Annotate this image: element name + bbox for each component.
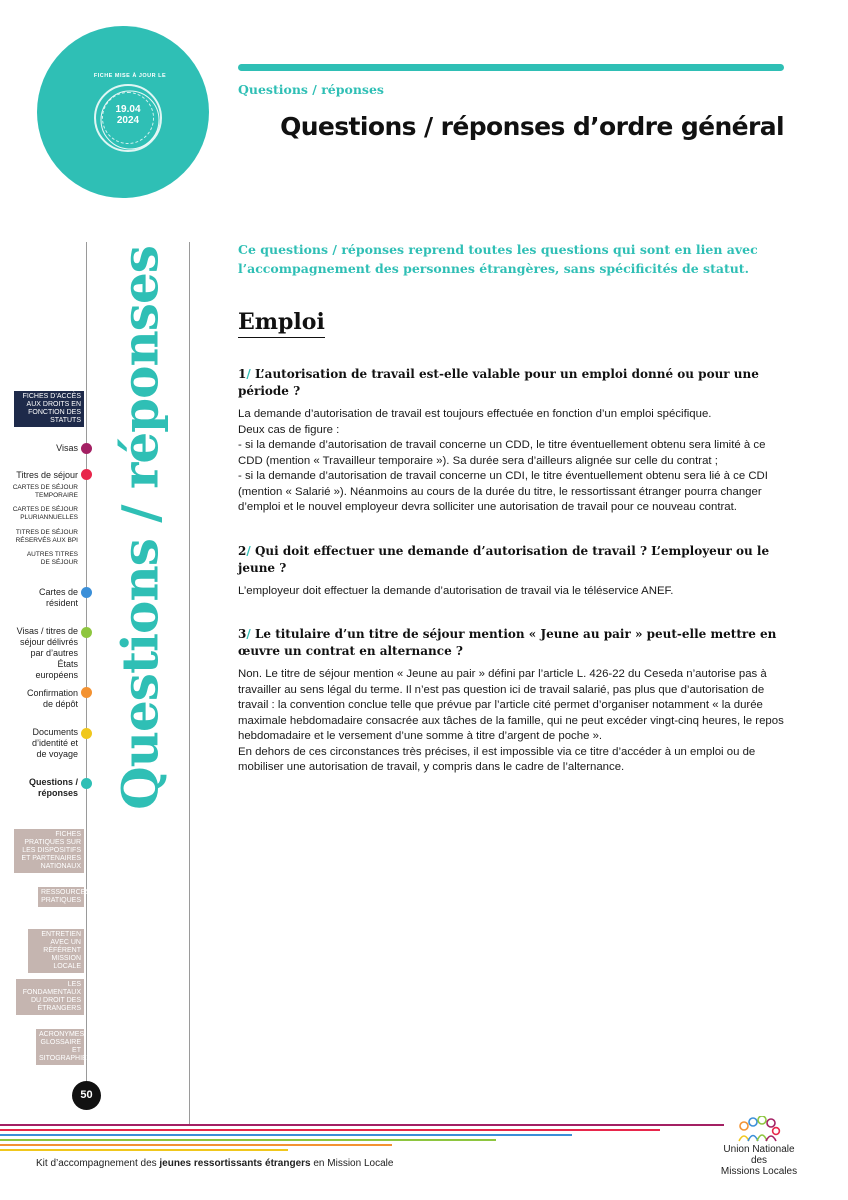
sidebar-item-questions-reponses[interactable]: Questions / réponses [28, 777, 78, 798]
unml-people-icon [736, 1116, 782, 1142]
answer-paragraph: - si la demande d’autorisation de travail concerne un CDD, le titre éventuellement obtenu sera limité à ce CDD (mention « Travailleur temporaire »). Sa durée sera d’ailleurs alignée sur celle du contrat ; [238, 439, 766, 467]
answer-paragraph: Non. Le titre de séjour mention « Jeune au pair » défini par l’article L. 426-22 du Ceseda n’autorise pas à travailler au sens légal du terme. Il n’est pas question ici de travail salarié, pas plus que d’autorisation de travail : la convention conclue telle que prévue par l’article cité permet d’organiser notamment « la durée maximale hebdomadaire consacrée aux tâches de la famille, qui ne peut excéder vingt-cinq heures, le repos hebdomadaire et le versement d’une somme à titre d’argent de poche ». [238, 668, 784, 742]
logo-text [714, 1144, 804, 1177]
page-title: Questions / réponses d’ordre général [280, 112, 784, 141]
question-text: L’autorisation de travail est-elle valable pour un emploi donné ou pour une période ? [238, 367, 759, 398]
sidebar-timeline-line [86, 242, 87, 1082]
confirmation-dot-icon [81, 687, 92, 698]
footer-stripe-purple [0, 1124, 724, 1126]
sidebar-sub-bpi[interactable]: TITRES DE SÉJOUR RÉSERVÉS AUX BPI [15, 529, 78, 544]
sidebar-category-ressources[interactable]: RESSOURCES PRATIQUES [38, 887, 84, 907]
logo-line-1: Union Nationale des [723, 1144, 795, 1166]
question-text: Le titulaire d’un titre de séjour mention « Jeune au pair » peut-elle mettre en œuvre un contrat en alternance ? [238, 627, 777, 658]
footer-stripe-red [0, 1129, 660, 1131]
page-number: 50 [72, 1081, 101, 1110]
logo-line-2: Missions Locales [720, 1166, 798, 1177]
question-2 [238, 543, 786, 577]
sidebar-item-documents[interactable]: Documents d’identité et de voyage [31, 727, 78, 759]
intro-paragraph: Ce questions / réponses reprend toutes les questions qui sont en lien avec l’accompagnement des personnes étrangères, sans spécificités de statut. [238, 242, 758, 276]
stamp-year: 2024 [116, 115, 140, 126]
footer-stripe-blue [0, 1134, 572, 1136]
answer-paragraph: - si la demande d’autorisation de travail concerne un CDI, le titre éventuellement obtenu sera lié à ce CDI (mention « Salarié »). Néanmoins au cours de la durée du titre, le ressortissant étranger pourra changer d’emploi et le nouvel employeur devra solliciter une autorisation de travail pour ce nouveau contrat. [238, 470, 768, 513]
answer-3 [238, 667, 786, 776]
question-number-value: 2 [238, 544, 247, 558]
question-number-value: 3 [238, 627, 247, 641]
sidebar-item-titres-sejour[interactable]: Titres de séjour [16, 470, 78, 480]
update-stamp [93, 73, 167, 152]
stamp-date [96, 104, 160, 126]
sidebar-sub-csp[interactable]: CARTES DE SÉJOUR PLURIANNUELLES [12, 506, 78, 521]
question-number: 1/ [238, 367, 251, 381]
content-divider-line [189, 242, 190, 1124]
question-number: 2/ [238, 544, 251, 558]
question-1 [238, 366, 786, 400]
sidebar-category-fiches-pratiques[interactable]: FICHES PRATIQUES SUR LES DISPOSITIFS ET PARTENAIRES NATIONAUX [14, 829, 84, 873]
question-3 [238, 626, 786, 660]
visas-dot-icon [81, 443, 92, 454]
unml-logo [714, 1116, 804, 1177]
answer-paragraph: La demande d’autorisation de travail est toujours effectuée en fonction d’un emploi spécifique. [238, 408, 712, 420]
europe-dot-icon [81, 627, 92, 638]
cartes-dot-icon [81, 587, 92, 598]
footer-bold: jeunes ressortissants étrangers [159, 1158, 311, 1169]
question-number-value: 1 [238, 367, 247, 381]
sidebar-category-entretien[interactable]: ENTRETIEN AVEC UN RÉFÉRENT MISSION LOCALE [28, 929, 84, 973]
sidebar-category-statuts[interactable]: FICHES D’ACCÈS AUX DROITS EN FONCTION DES STATUTS [14, 391, 84, 427]
section-heading-emploi: Emploi [238, 308, 325, 338]
answer-paragraph: L’employeur doit effectuer la demande d’autorisation de travail via le téléservice ANEF. [238, 585, 674, 597]
vertical-title [110, 244, 170, 812]
footer-stripe-green [0, 1139, 496, 1141]
question-number: 3/ [238, 627, 251, 641]
documents-dot-icon [81, 728, 92, 739]
answer-1 [238, 407, 786, 516]
footer-prefix: Kit d’accompagnement des [36, 1158, 160, 1169]
stamp-arc-text: FICHE MISE À JOUR LE [93, 73, 167, 79]
titres-dot-icon [81, 469, 92, 480]
footer-suffix: en Mission Locale [310, 1158, 394, 1169]
sidebar-category-acronymes[interactable]: ACRONYMES, GLOSSAIRE ET SITOGRAPHIE [36, 1029, 84, 1065]
answer-2 [238, 584, 786, 600]
sidebar-sub-cst[interactable]: CARTES DE SÉJOUR TEMPORAIRE [12, 484, 78, 499]
sidebar-item-confirmation-depot[interactable]: Confirmation de dépôt [26, 688, 78, 709]
sidebar-item-visas[interactable]: Visas [56, 443, 78, 453]
stamp-day-month: 19.04 [115, 104, 141, 115]
answer-paragraph: En dehors de ces circonstances très précises, il est impossible via ce titre d’accéder à un emploi ou de mobiliser une autorisation de travail, y compris dans le cadre de l’alternance. [238, 745, 756, 773]
section-label: Questions / réponses [238, 82, 384, 97]
sidebar-item-visas-europeens[interactable]: Visas / titres de séjour délivrés par d’autres États européens [16, 626, 78, 680]
header-accent-bar [238, 64, 784, 71]
vertical-title-text: Questions / réponses [110, 246, 170, 810]
sidebar-sub-autres[interactable]: AUTRES TITRES DE SÉJOUR [26, 551, 78, 566]
footer-stripe-yellow [0, 1149, 288, 1151]
sidebar-item-cartes-resident[interactable]: Cartes de résident [38, 587, 78, 608]
questions-dot-icon [81, 778, 92, 789]
footer-stripe-orange [0, 1144, 392, 1146]
answer-paragraph: Deux cas de figure : [238, 423, 340, 436]
question-text: Qui doit effectuer une demande d’autorisation de travail ? L’employeur ou le jeune ? [238, 544, 770, 575]
footer-caption [36, 1158, 393, 1169]
sidebar-category-fondamentaux[interactable]: LES FONDAMENTAUX DU DROIT DES ÉTRANGERS [16, 979, 84, 1015]
